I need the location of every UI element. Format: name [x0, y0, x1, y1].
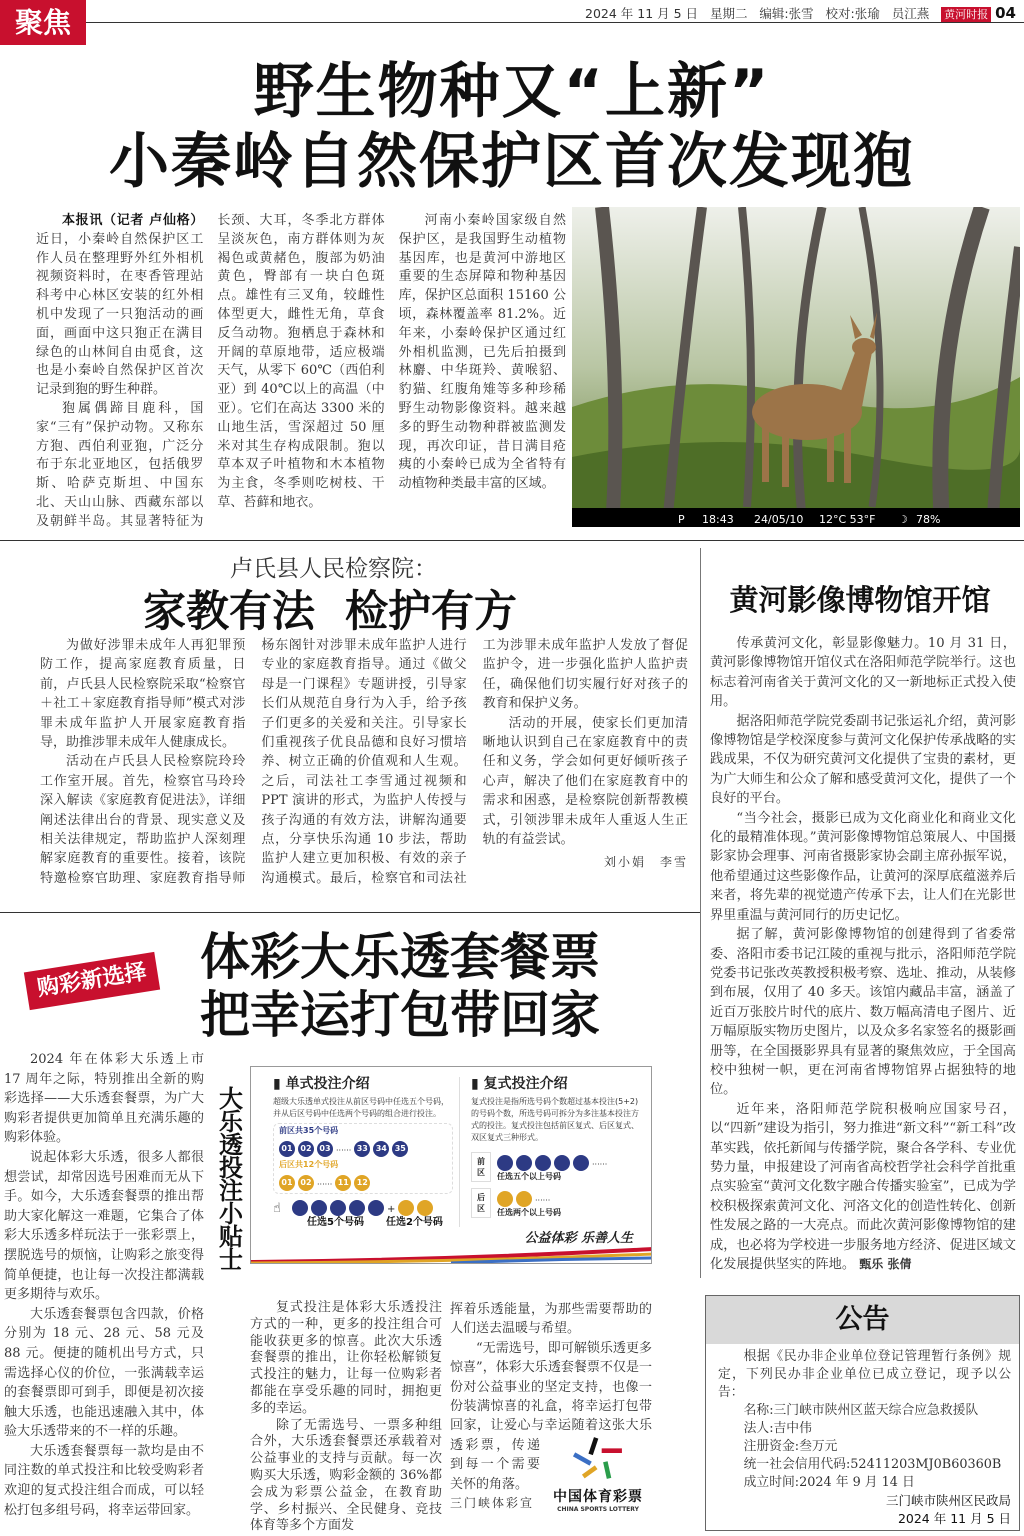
column-divider — [700, 548, 701, 1278]
front-balls — [279, 1138, 447, 1157]
paragraph-text: 近年来，洛阳师范学院积极响应国家号召，以“四新”建设为指引，努力推进“新文科”“新工科”改革实践，依托新闻与传播学院，聚合各学科、专业优势力量，申报建设了河南省高校哲学社会科学首批重点实验室“黄河文化数字融合传播实验室”，已成为学校积极探索黄河文化、河洛文化的创造性转化、创新性发展之路的一大亮点。而此次黄河影像博物馆的建成，也必将为学校进一步服务地方经济、促进区域文化发展提供坚实的阵地。 — [710, 1101, 1016, 1272]
paragraph: 河南小秦岭国家级自然保护区，是我国野生动植物基因库，也是黄河中游地区重要的生态屏障和物种基因库，保护区总面积 15160 公顷，森林覆盖率 81.2%。近年来，小秦岭保护区通过红外相机监测，已先后拍摄到林麝、中华斑羚、黄喉貂、豹猫、红腹角雉等多种珍稀野生动物影像资料。越来越多的野生动物种群被监测发现，再次印证，昔日满目疮痍的小秦岭已成为全省特有动植物种类最丰富的区域。 — [398, 213, 566, 492]
back-pick-label: 任选两个以上号码 — [497, 1208, 561, 1217]
paragraph: 挥着乐透能量，为那些需要帮助的人们送去温暖与希望。 — [450, 1302, 652, 1337]
logo-en: CHINA SPORTS LOTTERY — [557, 1506, 639, 1514]
ball: 02 — [298, 1175, 314, 1191]
lottery-vertical-title: 大乐透投注小贴士 — [219, 1085, 243, 1274]
multi-bet-desc: 复式投注是指所选号码个数超过基本投注(5+2)的号码个数，所选号码可拆分为多注基本投注方式的投注。复式投注包括前区复式、后区复式、双区复式三种形式。 — [471, 1097, 639, 1142]
infographic-slogan: 公益体彩 乐善人生 — [524, 1227, 633, 1246]
ball: 33 — [354, 1141, 370, 1157]
paragraph: 狍属偶蹄目鹿科，国家“三有”保护动物。又称东方狍、西伯利亚狍，广泛分布于东北亚地区，包括俄罗斯、哈萨克斯坦、中国东北、天山山脉、西藏东部以及朝鲜半岛。其显著特征为长颈、大耳，冬季北方群体呈淡灰色，南方群体则为灰褐色或黄赭色，腹部为奶油黄色，臀部有一块白色斑点。雄性有三叉角，较雌性体型更大，雌性无角，草食反刍动物。狍栖息于森林和开阔的草原地带，适应极端天气，从零下 60℃（西伯利亚）到 40℃以上的高温（中亚）。它们在高达 3300 米的山地生活，雪深超过 50 厘米对其生存构成限制。狍以草本双子叶植物和木本植物为主食，冬季则吃树枝、干草、苔藓和地衣。 — [36, 213, 385, 529]
multi-back: 后区 ······ 任选两个以上号码 — [471, 1188, 641, 1218]
single-bet-title: ▮ 单式投注介绍 — [273, 1076, 370, 1092]
ball: 03 — [317, 1141, 333, 1157]
header-date: 2024 年 11 月 5 日 — [585, 6, 699, 21]
multi-bet-section — [471, 1073, 641, 1218]
byline: 甄乐 张倩 — [859, 1257, 912, 1271]
notice-intro: 根据《民办非企业单位登记管理暂行条例》规定，下列民办非企业单位已成立登记，现予以公告： — [718, 1349, 1011, 1400]
paragraph: 活动的开展，使家长们更加清晰地认识到自己在家庭教育中的责任和义务，学会如何更好倾听孩子心声，解决了他们在家庭教育中的需求和困惑，是检察院创新帮教模式，引领涉罪未成年人重返人生正轨的有益尝试。 — [482, 715, 688, 848]
ball: 01 — [279, 1141, 295, 1157]
lottery-tag: 购彩新选择 — [24, 952, 160, 1010]
paragraph: 近日，小秦岭自然保护区工作人员在整理野外红外相机视频资料时，在枣香管理站科考中心林区安装的红外相机中发现了一只狍活动的画面，画面中这只狍正在满目绿色的山林间自由觅食，这也是小秦岭自然保护区首次记录到狍的野生种群。 — [36, 231, 204, 398]
page-header — [585, 4, 1016, 22]
ball: 11 — [335, 1175, 351, 1191]
ball: 35 — [392, 1141, 408, 1157]
notice-item: 统一社会信用代码:52411203MJ0B60360B — [743, 1457, 1002, 1472]
brand-logo: 黄河时报 — [941, 7, 991, 22]
paragraph: 传承黄河文化，彰显影像魅力。10 月 31 日，黄河影像博物馆开馆仪式在洛阳师范学院举行。这也标志着河南省关于黄河文化的又一新地标正式投入使用。 — [710, 636, 1016, 710]
number-range-box — [273, 1123, 453, 1194]
paragraph: 据了解，黄河影像博物馆的创建得到了省委常委、洛阳市委书记江陵的重视与批示，洛阳师范学院党委书记张改英教授积极考察、选址、推动，从装修到布展，仅用了 40 多天。该馆内藏品丰富，涵盖了近百万张胶片时代的底片、数万幅高清电子图片、近万幅原版实物历史图片，以及众多名家签名的摄影画册等，在全国摄影界具有显著的聚焦效应，于全国高校中独树一帜，更在河南省博物馆界占据独特的地位。 — [710, 927, 1016, 1098]
ribbon-decoration — [251, 1247, 652, 1263]
headline-line-1: 野生物种又“上新” — [253, 57, 771, 127]
notice-body — [706, 1344, 1019, 1530]
paragraph: 大乐透套餐票包含四款，价格分别为 18 元、28 元、58 元及 88 元。便捷的随机出号方式，只需选择心仪的价位，一张满载幸运的套餐票即可到手，即便是初次接触大乐透，也能迅速融入其中，体验大乐透带来的不一样的乐趣。 — [4, 1306, 204, 1440]
paragraph: 据洛阳师范学院党委副书记张运礼介绍，黄河影像博物馆是学校深度参与黄河文化保护传承战略的实践成果，不仅为研究黄河文化提供了宝贵的素材，更为广大师生和公众了解和感受黄河文化，提供了一个良好的平台。 — [710, 713, 1016, 807]
paragraph: “当今社会，摄影已成为文化商业化和商业文化化的最精准体现。”黄河影像博物馆总策展人、中国摄影家协会理事、河南省摄影家协会副主席孙振军说，他希望通过这些影像作品，让黄河的深厚底蕴滋养后来者，将先辈的视觉遗产传承下去，让人们在光影世界里重温与黄河同行的历史记忆。 — [710, 810, 1016, 923]
notice-item: 名称:三门峡市陕州区蓝天综合应急救援队 — [743, 1403, 979, 1418]
byline: 刘小娟 李雪 — [603, 855, 688, 870]
multi-front: 前区 ······ 任选五个以上号码 — [471, 1152, 641, 1182]
pick-back-label: 任选2个号码 — [385, 1217, 443, 1228]
header-proof: 校对:张瑜 — [825, 6, 880, 21]
single-bet-desc: 超级大乐透单式投注从前区号码中任选五个号码，并从后区号码中任选两个号码的组合进行投注。 — [273, 1097, 449, 1118]
camera-temperature: 12°C 53°F — [819, 513, 876, 526]
ball: 01 — [279, 1175, 295, 1191]
pick-example: ☝ + — [273, 1197, 453, 1215]
lottery-infographic — [250, 1066, 652, 1264]
paragraph: 复式投注是体彩大乐透投注方式的一种，更多的投注组合可能收获更多的惊喜。此次大乐透套餐票的推出，让你轻松解锁复式投注的魅力，让每一位购彩者都能在享受乐趣的同时，拥抱更多的幸运。 — [250, 1300, 442, 1416]
public-notice — [705, 1295, 1020, 1531]
notice-date: 2024 年 11 月 5 日 — [897, 1511, 1011, 1526]
ellipsis: ······ — [317, 1180, 333, 1189]
article-museum-headline: 黄河影像博物馆开馆 — [729, 583, 991, 617]
article-procuratorate-body — [40, 636, 688, 906]
back-balls — [279, 1172, 447, 1191]
lottery-left-body — [4, 1050, 204, 1534]
paragraph: 说起体彩大乐透，很多人都很想尝试，却常因选号困难而无从下手。如今，大乐透套餐票的推出帮助大家化解这一难题，它集合了体彩大乐透多样玩法于一张彩票上，摆脱选号的烦恼，让购彩之旅变得简单便捷，也让每一次投注都满载更多期待与欢乐。 — [4, 1149, 204, 1303]
notice-item: 成立时间:2024 年 9 月 14 日 — [743, 1475, 915, 1490]
paragraph-text: “无需选号，即可解锁乐透更多惊喜”，体彩大乐透套餐票不仅是一份对公益事业的坚定支持，也像一份装满惊喜的礼盒，将幸运打包带回家，让爱心与幸运随着这张大乐透彩票，传递到每一个需要关怀的角落。 — [450, 1340, 652, 1492]
front-zone-box: 前区 — [471, 1152, 491, 1182]
lottery-star-icon — [568, 1436, 628, 1482]
lottery-col1 — [250, 1300, 442, 1534]
headline-line-2: 小秦岭自然保护区首次发现狍 — [109, 127, 915, 197]
paragraph: 除了无需选号、一票多种组合外，大乐透套餐票还承载着对公益事业的支持与贡献。每一次购买大乐透，购彩金额的 36%都会成为彩票公益金，在教育助学、乡村振兴、全民健身、竞技体育等多个方面发 — [250, 1417, 442, 1534]
multi-bet-title: ▮ 复式投注介绍 — [471, 1076, 568, 1092]
front-pick-label: 任选五个以上号码 — [497, 1172, 561, 1181]
back-zone-label: 后区共12个号码 — [279, 1160, 339, 1169]
camera-time: 18:43 — [702, 513, 734, 526]
header-rule — [86, 22, 1024, 23]
lottery-col2 — [450, 1300, 652, 1534]
single-bet-section — [273, 1073, 453, 1229]
header-staff: 员江燕 — [891, 6, 930, 21]
header-weekday: 星期二 — [709, 6, 748, 21]
ball: 34 — [373, 1141, 389, 1157]
logo-cn: 中国体育彩票 — [553, 1489, 643, 1506]
ball: 02 — [298, 1141, 314, 1157]
camera-mode: P — [678, 513, 685, 526]
article-wildlife-body — [36, 212, 566, 534]
hand-pointer-icon: ☝ — [273, 1201, 281, 1216]
notice-issuer: 三门峡市陕州区民政局 — [885, 1493, 1011, 1508]
paragraph: 大乐透套餐票每一款均是由不同注数的单式投注和比较受购彩者欢迎的复式投注组合而成，可以轻松打包多组号码，将幸运带回家。 — [4, 1443, 204, 1518]
notice-item: 注册资金:叁万元 — [743, 1439, 838, 1454]
ellipsis: ······ — [336, 1146, 352, 1155]
notice-title: 公告 — [706, 1296, 1019, 1344]
paragraph: 活动在卢氏县人民检察院玲玲工作室开展。首先，检察官马玲玲深入解读《家庭教育促进法》，详细阐述法律出台的背景、现实意义及相关法律规定，帮助监护人深刻理解家庭教育的重要性。接着，该院特邀检察官助理、家庭教育指导师杨东阁针对涉罪未成年监护人进行专业的家庭教育指导。通过《做父母是一门课程》专题讲授，引导家长们从规范自身行为入手，给予孩子们更多的关爱和关注。引导家长们重视孩子优良品德和良好习惯培养、树立正确的价值观和人生观。之后，司法社工李雪通过视频和 PPT 演讲的形式，为监护人传授与孩子沟通的有效方法，讲解沟通要点，分享快乐沟通 10 步法，帮助监护人建立更加积极、有效的亲子沟通模式。最后，检察官和司法社工为涉罪未成年监护人发放了督促监护令，进一步强化监护人监护责任，确保他们切实履行好对孩子的教育和保护义务。 — [40, 638, 688, 886]
back-zone-box: 后区 — [471, 1188, 491, 1218]
article-procuratorate-headline: 家教有法 检护有方 — [143, 587, 517, 637]
infographic-divider — [459, 1077, 460, 1227]
ball: 12 — [354, 1175, 370, 1191]
section-divider — [0, 912, 700, 913]
front-zone-label: 前区共35个号码 — [279, 1126, 339, 1135]
lottery-headline-line-2: 把幸运打包带回家 — [200, 986, 600, 1044]
camera-date: 24/05/10 — [754, 513, 804, 526]
deer-photo — [572, 207, 1020, 527]
camera-battery: 78% — [916, 513, 941, 526]
pick-front-label: 任选5个号码 — [307, 1217, 364, 1228]
page-number: 04 — [995, 4, 1016, 22]
moon-icon: ☽ — [898, 513, 908, 526]
section-kicker: 聚焦 — [0, 0, 86, 45]
article-museum-body — [710, 634, 1016, 1288]
header-editor: 编辑:张雪 — [759, 6, 814, 21]
paragraph — [710, 1100, 1016, 1275]
pick-labels — [273, 1216, 453, 1229]
section-divider — [0, 540, 1024, 541]
article-lead: 本报讯（记者 卢仙格） — [62, 213, 204, 228]
lottery-headline — [200, 928, 600, 1044]
paragraph: 2024 年在体彩大乐透上市 17 周年之际，特别推出全新的购彩选择——大乐透套餐票，为广大购彩者提供更加简单且充满乐趣的购彩体验。 — [4, 1052, 204, 1146]
paragraph: 为做好涉罪未成年人再犯罪预防工作，提高家庭教育质量，日前，卢氏县人民检察院采取“检察官＋社工＋家庭教育指导师”模式对涉罪未成年监护人开展家庭教育指导，助推涉罪未成年人健康成长。 — [40, 638, 246, 751]
lottery-headline-line-1: 体彩大乐透套餐票 — [200, 928, 600, 986]
article-procuratorate-subtitle: 卢氏县人民检察院： — [230, 556, 437, 582]
china-sports-lottery-logo — [544, 1436, 652, 1514]
byline: 三门峡体彩宣 — [450, 1496, 535, 1511]
notice-item: 法人:吉中伟 — [743, 1421, 812, 1436]
